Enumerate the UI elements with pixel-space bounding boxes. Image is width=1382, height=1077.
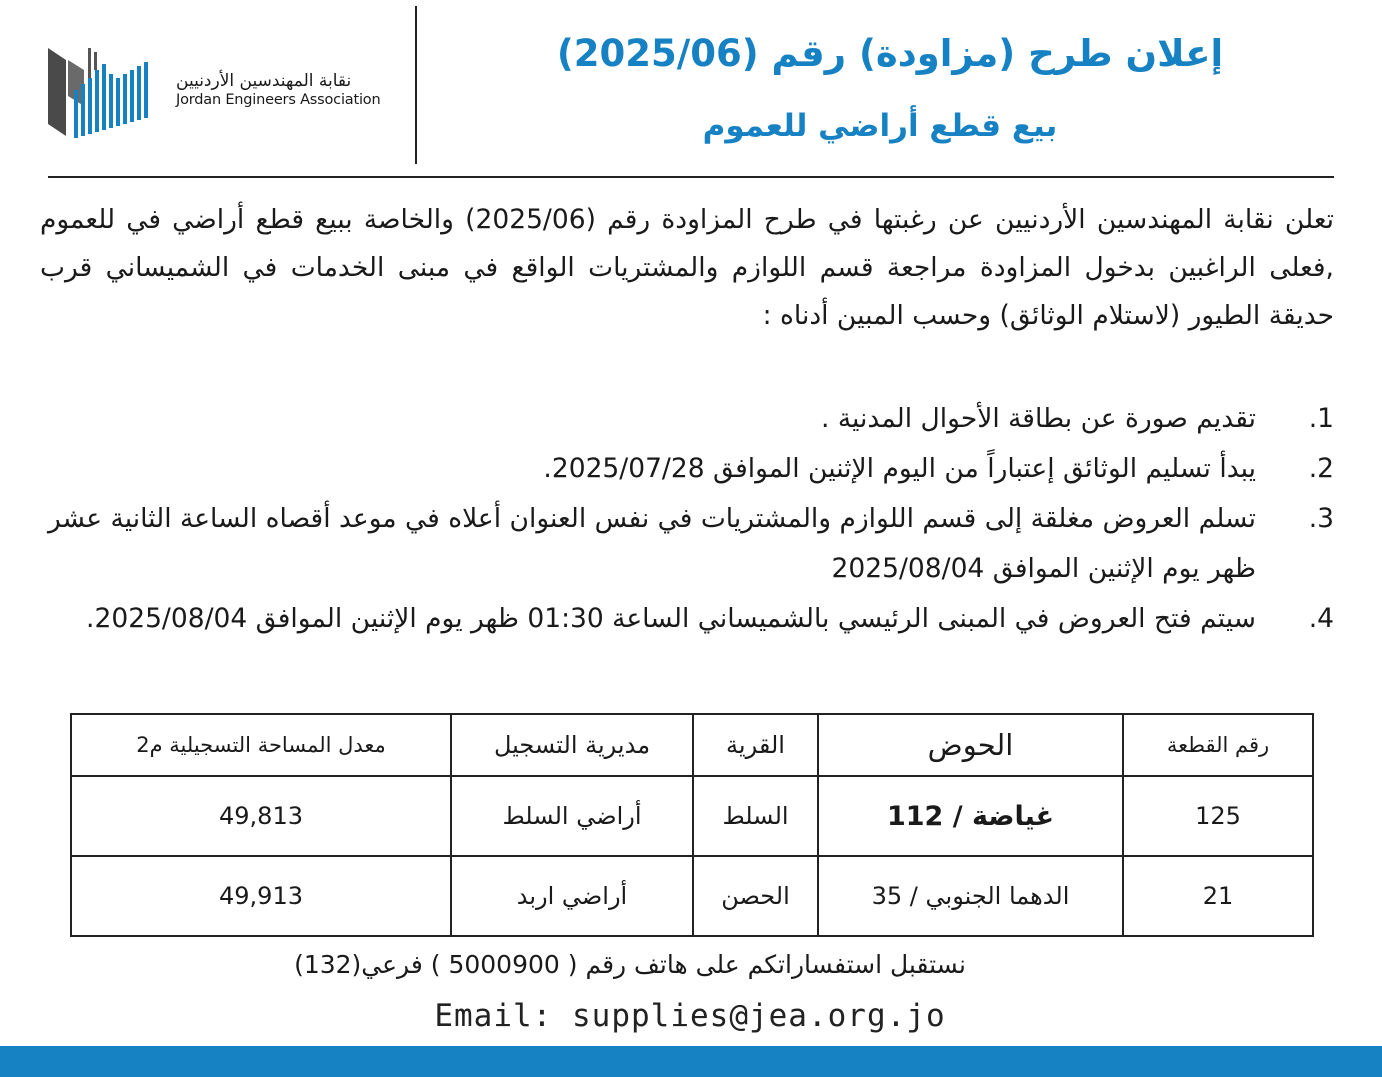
cell-basin: الدهما الجنوبي / 35 — [818, 856, 1123, 936]
header-registered-area: معدل المساحة التسجيلية م2 — [71, 714, 451, 776]
land-parcels-table — [70, 713, 1314, 937]
list-item-text: تسلم العروض مغلقة إلى قسم اللوازم والمشتريات في نفس العنوان أعلاه في موعد أقصاه الساعة الثانية عشر ظهر يوم الإثنين الموافق 2025/08/04 — [48, 503, 1256, 584]
association-logo — [44, 44, 404, 144]
cell-piece-number: 21 — [1123, 856, 1313, 936]
cell-village: السلط — [693, 776, 818, 856]
cell-registration-directorate: أراضي السلط — [451, 776, 693, 856]
list-item-text: تقديم صورة عن بطاقة الأحوال المدنية . — [821, 403, 1256, 434]
logo-name-english: Jordan Engineers Association — [176, 91, 381, 108]
announcement-title: إعلان طرح (مزاودة) رقم (2025/06) — [556, 32, 1224, 75]
list-item-text: يبدأ تسليم الوثائق إعتباراً من اليوم الإثنين الموافق 2025/07/28. — [543, 453, 1256, 484]
list-item — [40, 444, 1334, 494]
land-parcels-table-container — [70, 713, 1312, 937]
cell-piece-number: 125 — [1123, 776, 1313, 856]
logo-name-arabic: نقابة المهندسين الأردنيين — [176, 71, 352, 91]
cell-registered-area: 49,813 — [71, 776, 451, 856]
header-horizontal-divider — [48, 176, 1334, 178]
contact-email-text: Email: supplies@jea.org.jo — [434, 998, 946, 1034]
jea-logo-icon — [44, 44, 156, 144]
cell-registration-directorate: أراضي اربد — [451, 856, 693, 936]
header-registration-directorate: مديرية التسجيل — [451, 714, 693, 776]
header-basin: الحوض — [818, 714, 1123, 776]
list-item — [40, 594, 1334, 644]
table-row — [71, 856, 1313, 936]
cell-registered-area: 49,913 — [71, 856, 451, 936]
list-item-number: 2. — [1308, 453, 1334, 484]
bottom-accent-bar — [0, 1046, 1382, 1077]
cell-basin: غياضة / 112 — [818, 776, 1123, 856]
table-row — [71, 776, 1313, 856]
list-item — [40, 494, 1334, 594]
intro-paragraph-container — [40, 196, 1334, 340]
inquiry-phone-text: نستقبل استفساراتكم على هاتف رقم ( 5000900 ) فرعي(132) — [294, 950, 966, 979]
header-village: القرية — [693, 714, 818, 776]
list-item-number: 4. — [1308, 603, 1334, 634]
header-vertical-divider — [415, 6, 417, 164]
list-item-number: 3. — [1308, 503, 1334, 534]
table-header-row — [71, 714, 1313, 776]
list-item-number: 1. — [1308, 403, 1334, 434]
announcement-subtitle: بيع قطع أراضي للعموم — [702, 108, 1058, 144]
list-item-text: سيتم فتح العروض في المبنى الرئيسي بالشميساني الساعة 01:30 ظهر يوم الإثنين الموافق 2025/08/04. — [86, 603, 1256, 634]
requirements-list — [40, 394, 1334, 644]
header-piece-number: رقم القطعة — [1123, 714, 1313, 776]
cell-village: الحصن — [693, 856, 818, 936]
header — [0, 0, 1382, 175]
list-item — [40, 394, 1334, 444]
intro-paragraph: تعلن نقابة المهندسين الأردنيين عن رغبتها في طرح المزاودة رقم (2025/06) والخاصة ببيع قطع أراضي في للعموم ,فعلى الراغبين بدخول المزاودة مراجعة قسم اللوازم والمشتريات الواقع في مبنى الخدمات في الشميساني قرب حديقة الطيور (لاستلام الوثائق) وحسب المبين أدناه : — [40, 204, 1335, 331]
logo-text — [176, 72, 402, 108]
